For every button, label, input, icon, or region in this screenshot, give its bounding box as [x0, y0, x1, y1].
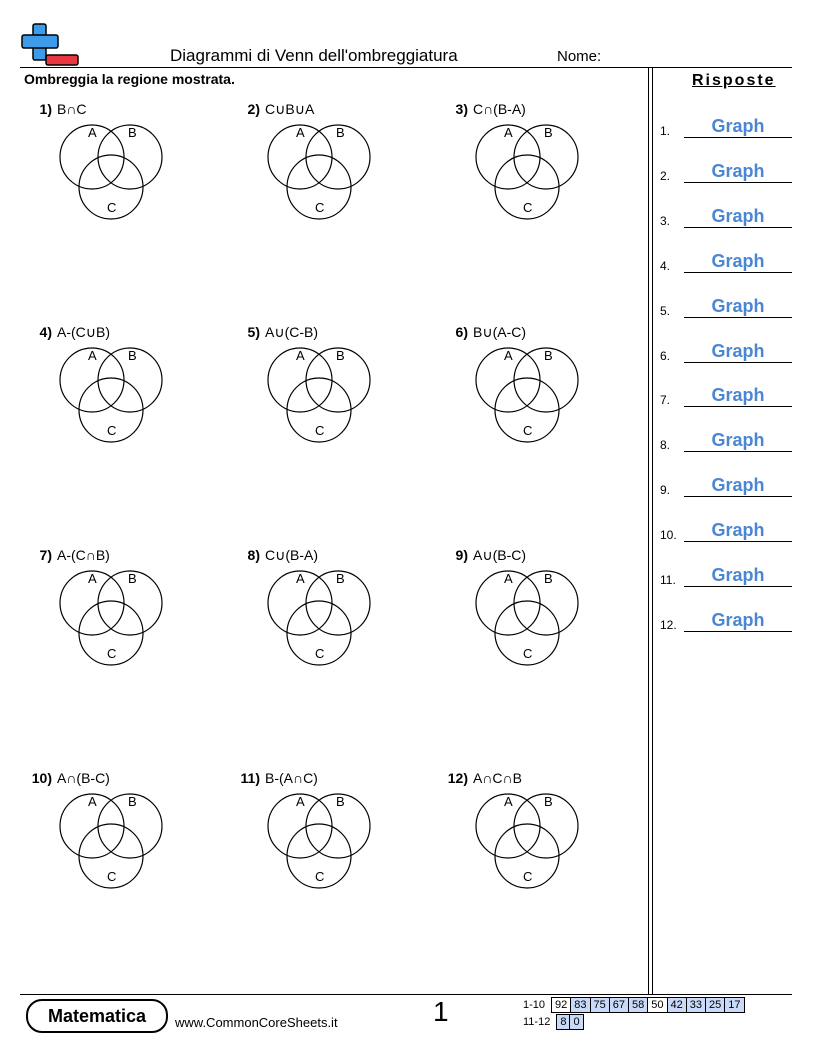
venn-label-b: B	[128, 348, 137, 363]
problem-number: 1)	[39, 101, 52, 117]
answer-value[interactable]: Graph	[711, 250, 765, 271]
venn-label-b: B	[544, 794, 553, 809]
instructions: Ombreggia la regione mostrata.	[24, 71, 235, 87]
problem-expression: A∩(B-C)	[57, 770, 110, 786]
problem-expression: B∪(A-C)	[473, 324, 527, 340]
venn-label-c: C	[523, 869, 533, 884]
answer-value[interactable]: Graph	[711, 340, 765, 361]
name-label: Nome:	[557, 48, 602, 65]
venn-label-b: B	[336, 571, 345, 586]
venn-label-b: B	[336, 125, 345, 140]
problem-expression: A∪(B-C)	[473, 547, 527, 563]
answer-value[interactable]: Graph	[711, 385, 765, 406]
venn-diagram[interactable]	[468, 340, 584, 460]
answer-value[interactable]: Graph	[711, 295, 765, 316]
answer-value[interactable]: Graph	[711, 609, 765, 630]
logo	[20, 22, 82, 68]
problem-number: 3)	[455, 101, 468, 117]
answer-row	[660, 428, 792, 452]
answer-value[interactable]: Graph	[711, 520, 765, 541]
venn-diagram[interactable]	[52, 117, 168, 237]
problem-expression: A∪(C-B)	[265, 324, 319, 340]
problem-expression: A∩C∩B	[473, 770, 522, 786]
answer-line	[684, 182, 792, 183]
problem-number: 10)	[31, 770, 52, 786]
problem-number: 2)	[247, 101, 260, 117]
problem-item	[20, 770, 200, 910]
score-range-label: 1-10	[523, 999, 546, 1011]
problem-number: 4)	[39, 324, 52, 340]
score-cell: 67	[609, 998, 628, 1013]
problem-number: 5)	[247, 324, 260, 340]
venn-diagram[interactable]	[52, 340, 168, 460]
answer-row	[660, 518, 792, 542]
venn-label-c: C	[315, 423, 325, 438]
score-cell: 50	[648, 998, 667, 1013]
score-cell: 83	[571, 998, 590, 1013]
answer-row	[660, 294, 792, 318]
answer-line	[684, 362, 792, 363]
problem-item	[436, 324, 616, 464]
problem-item	[436, 101, 616, 241]
venn-label-a: A	[504, 571, 513, 586]
venn-label-b: B	[128, 571, 137, 586]
page-number: 1	[433, 996, 449, 1027]
score-cell: 25	[706, 998, 725, 1013]
answer-number: 9.	[660, 483, 671, 498]
venn-diagram[interactable]	[468, 117, 584, 237]
answer-value[interactable]: Graph	[711, 475, 765, 496]
venn-label-a: A	[504, 794, 513, 809]
answer-number: 10.	[660, 528, 677, 543]
score-table-row1	[520, 997, 745, 1013]
answer-value[interactable]: Graph	[711, 430, 765, 451]
venn-diagram[interactable]	[260, 340, 376, 460]
problem-expression: A-(C∪B)	[57, 324, 111, 340]
answer-row	[660, 159, 792, 183]
venn-diagram[interactable]	[52, 786, 168, 906]
answer-row	[660, 473, 792, 497]
venn-label-a: A	[296, 571, 305, 586]
venn-label-a: A	[88, 794, 97, 809]
answer-line	[684, 227, 792, 228]
venn-label-b: B	[128, 125, 137, 140]
venn-label-b: B	[544, 348, 553, 363]
venn-label-c: C	[315, 646, 325, 661]
answer-number: 5.	[660, 303, 671, 318]
answer-value[interactable]: Graph	[711, 160, 765, 181]
venn-label-b: B	[544, 571, 553, 586]
score-range-label: 11-12	[523, 1016, 551, 1028]
answer-number: 3.	[660, 213, 671, 228]
venn-label-b: B	[128, 794, 137, 809]
problem-expression: C∪B∪A	[265, 101, 315, 117]
venn-label-a: A	[296, 348, 305, 363]
answer-value[interactable]: Graph	[711, 116, 765, 136]
venn-label-c: C	[523, 200, 533, 215]
header-divider	[20, 67, 792, 68]
venn-label-b: B	[544, 125, 553, 140]
answer-line	[684, 317, 792, 318]
answer-row	[660, 608, 792, 632]
answer-line	[684, 137, 792, 138]
venn-diagram[interactable]	[52, 563, 168, 683]
problem-expression: A-(C∩B)	[57, 547, 110, 563]
answer-line	[684, 586, 792, 587]
answer-number: 7.	[660, 393, 671, 408]
venn-label-a: A	[88, 571, 97, 586]
website-link[interactable]: www.CommonCoreSheets.it	[175, 1015, 338, 1030]
venn-diagram[interactable]	[260, 563, 376, 683]
venn-label-a: A	[504, 348, 513, 363]
score-cell: 17	[725, 998, 744, 1013]
venn-diagram[interactable]	[260, 117, 376, 237]
answer-line	[684, 631, 792, 632]
answer-number: 11.	[660, 573, 676, 587]
problem-expression: B-(A∩C)	[265, 770, 318, 786]
venn-label-c: C	[107, 423, 117, 438]
score-cell: 0	[570, 1015, 583, 1030]
answer-line	[684, 406, 792, 407]
problem-item	[20, 101, 200, 241]
score-cell: 8	[557, 1015, 570, 1030]
answer-number: 6.	[660, 348, 671, 363]
answers-title: Risposte	[692, 72, 776, 89]
score-table-row2	[520, 1014, 584, 1030]
problem-number: 12)	[447, 770, 468, 786]
problem-number: 8)	[247, 547, 260, 563]
answer-value[interactable]: Graph	[711, 205, 765, 226]
problem-expression: C∩(B-A)	[473, 101, 526, 117]
page-title: Diagrammi di Venn dell'ombreggiatura	[170, 46, 458, 65]
problem-item	[436, 770, 616, 910]
problem-expression: C∪(B-A)	[265, 547, 319, 563]
venn-label-c: C	[107, 200, 117, 215]
score-cell: 92	[552, 998, 571, 1013]
answer-row	[660, 383, 792, 407]
answer-row	[660, 563, 792, 587]
problem-item	[228, 324, 408, 464]
venn-label-a: A	[296, 125, 305, 140]
answer-number: 12.	[660, 617, 677, 632]
problem-expression: B∩C	[57, 101, 87, 117]
venn-label-c: C	[315, 869, 325, 884]
problem-number: 9)	[455, 547, 468, 563]
answer-row	[660, 204, 792, 228]
answer-row	[660, 114, 792, 138]
problem-item	[228, 101, 408, 241]
venn-label-b: B	[336, 794, 345, 809]
problem-item	[20, 547, 200, 687]
answer-divider-right	[652, 68, 653, 994]
venn-label-c: C	[523, 646, 533, 661]
venn-label-a: A	[504, 125, 513, 140]
answer-row	[660, 249, 792, 273]
venn-diagram[interactable]	[468, 786, 584, 906]
venn-diagram[interactable]	[260, 786, 376, 906]
venn-label-a: A	[88, 348, 97, 363]
problem-item	[228, 770, 408, 910]
venn-label-c: C	[107, 869, 117, 884]
problem-item	[228, 547, 408, 687]
answer-number: 1.	[660, 124, 671, 138]
venn-label-c: C	[315, 200, 325, 215]
venn-label-c: C	[523, 423, 533, 438]
venn-label-b: B	[336, 348, 345, 363]
venn-diagram[interactable]	[468, 563, 584, 683]
answer-value[interactable]: Graph	[711, 565, 765, 585]
venn-label-a: A	[296, 794, 305, 809]
brand-badge: Matematica	[26, 999, 168, 1033]
answer-number: 2.	[660, 168, 671, 183]
answer-line	[684, 541, 792, 542]
problem-number: 11)	[240, 770, 260, 786]
problem-item	[20, 324, 200, 464]
answer-row	[660, 339, 792, 363]
answer-line	[684, 451, 792, 452]
venn-label-a: A	[88, 125, 97, 140]
problem-number: 6)	[455, 324, 468, 340]
score-cell: 58	[629, 998, 648, 1013]
answer-number: 4.	[660, 258, 671, 273]
problem-item	[436, 547, 616, 687]
footer-divider	[20, 994, 792, 995]
answer-divider-left	[648, 68, 649, 994]
answer-number: 8.	[660, 438, 671, 453]
venn-label-c: C	[107, 646, 117, 661]
score-cell: 75	[590, 998, 609, 1013]
score-cell: 42	[667, 998, 686, 1013]
score-cell: 33	[686, 998, 705, 1013]
answer-line	[684, 496, 792, 497]
answer-line	[684, 272, 792, 273]
problem-number: 7)	[39, 547, 52, 563]
